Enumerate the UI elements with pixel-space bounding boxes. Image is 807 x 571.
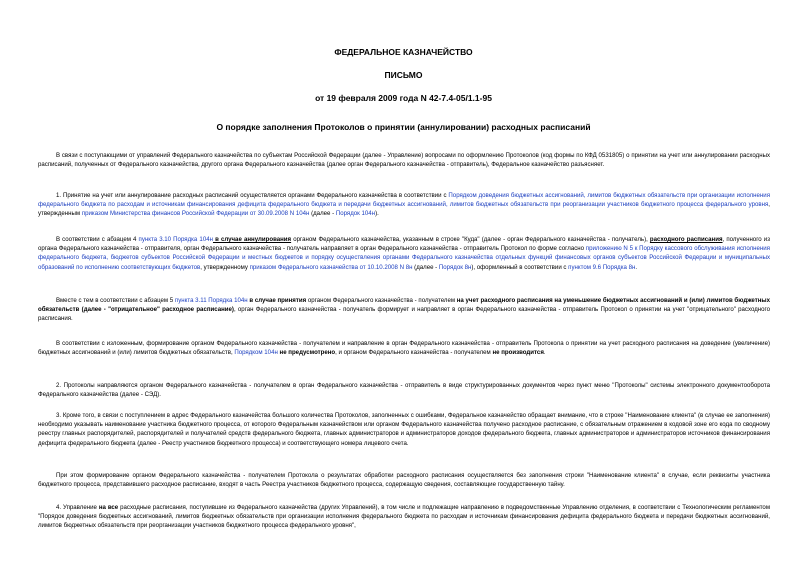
paragraph-1 bbox=[38, 191, 770, 219]
p3-text-e: , орган Федерального казначейства - получатель формирует и направляет в орган Федерального казначейства - отправитель Протокол о принятии на учет "отрицательного" расходного расписания. bbox=[38, 306, 771, 323]
link-poryadok-dovedeniya[interactable]: Порядком доведения бюджетных ассигнований, лимитов бюджетных обязательств при организации исполнения федерального бюджета по расходам и источникам финансирования дефицита федерального бюджета и передачи бюджетных ассигнований, лимитов бюджетных обязательств при реорганизации участников бюджетного процесса федерального уровня bbox=[38, 192, 770, 209]
document-subject: О порядке заполнения Протоколов о принятии (аннулировании) расходных расписаний bbox=[216, 122, 591, 132]
p3-bold-negative-schedule: на учет расходного расписания на уменьшение бюджетных ассигнований и (или) лимитов бюджетных обязательств (далее - "отрицательное" расходное расписание) bbox=[38, 297, 770, 314]
paragraph-2 bbox=[38, 235, 770, 272]
p1-text-d: ). bbox=[375, 210, 379, 218]
paragraph-intro: В связи с поступающими от управлений Федерального казначейства по субъектам Российской Федерации (далее - Управление) вопросами по оформлению Протоколов (код формы по КФД 0531805) о принятии на учет или аннулировании расходных расписаний, полученных от Федерального казначейства, другого органа Федерального казначейства (далее орган Федерального казначейства - отправитель), Федеральное казначейство разъясняет. bbox=[38, 152, 770, 169]
link-punkt-9-6[interactable]: пунктом 9.6 Порядка 8н bbox=[568, 263, 636, 271]
link-poryadok-104n-2[interactable]: Порядком 104н bbox=[234, 349, 278, 357]
link-prikaz-fk-8n[interactable]: приказом Федерального казначейства от 10.10.2008 N 8н bbox=[249, 263, 413, 271]
p4-text-c: , и органом Федерального казначейства - получателем bbox=[335, 349, 493, 357]
p2-text-h: ), оформленный в соответствии с bbox=[471, 263, 569, 271]
p3-text-c: органом Федерального казначейства - получателем bbox=[306, 297, 457, 304]
agency-title: ФЕДЕРАЛЬНОЕ КАЗНАЧЕЙСТВО bbox=[334, 47, 473, 57]
p2-text-e: , полученного из органа Федерального казначейства - отправителя, орган Федерального казначейства - получатель направляет в орган Федерального казначейства - отправитель Протокол по форме согласно bbox=[38, 236, 770, 253]
p1-text-a: 1. Принятие на учет или аннулирование расходных расписаний осуществляется органами Федерального казначейства в соответствии с bbox=[56, 192, 449, 199]
p2-text-g: (далее - bbox=[412, 263, 439, 271]
link-prikaz-minfin-104n[interactable]: приказом Министерства финансов Российской Федерации от 30.09.2008 N 104н bbox=[81, 210, 310, 218]
p8-bold-all: на все bbox=[98, 504, 119, 511]
link-poryadok-104n[interactable]: Порядок 104н bbox=[335, 210, 376, 218]
document-date-number: от 19 февраля 2009 года N 42-7.4-05/1.1-95 bbox=[315, 93, 492, 103]
p2-text-c: органом Федерального казначейства, указанным в строке "Куда" (далее - орган Федерального казначейства - получатель), bbox=[291, 236, 650, 243]
p4-bold-not-performed: не производится bbox=[492, 349, 544, 357]
paragraph-5: 2. Протоколы направляются органом Федерального казначейства - получателем в орган Федерального казначейства - отправитель в виде структурированных документов через пункт меню "Протоколы" системы электронного документооборота Федерального казначейства (далее - СЭД). bbox=[38, 382, 770, 399]
p1-text-b: , утвержденным bbox=[38, 201, 770, 218]
p2-text-i: . bbox=[635, 263, 638, 271]
p1-text-c: (далее - bbox=[309, 210, 336, 218]
paragraph-3 bbox=[38, 296, 770, 324]
p2-text-a: В соответствии с абзацем 4 bbox=[56, 236, 139, 243]
p4-bold-not-provided: не предусмотрено bbox=[277, 349, 336, 357]
p4-text-e: . bbox=[543, 349, 546, 357]
p3-text-a: Вместе с тем в соответствии с абзацем 5 bbox=[56, 297, 175, 304]
document-type: ПИСЬМО bbox=[384, 70, 423, 80]
p2-text-f: , утвержденному bbox=[200, 263, 250, 271]
p8-text-a: 4. Управление bbox=[56, 504, 99, 511]
paragraph-7: При этом формирование органом Федерального казначейства - получателем Протокола о результатах обработки расходного расписания осуществляется без заполнения строки "Наименование клиента" в случае, если реквизиты участника бюджетного процесса, представившего расходное расписание, входят в часть Реестра участников бюджетного процесса, содержащую сведения, составляющие государственную тайну. bbox=[38, 472, 770, 489]
link-punkt-3-10[interactable]: пункта 3.10 Порядка 104н bbox=[138, 236, 213, 243]
p2-bold-expense-schedule: расходного расписания bbox=[649, 236, 723, 243]
p4-text-a: В соответствии с изложенным, формирование органом Федерального казначейства - получателем и направление в орган Федерального казначейства - отправитель Протокола о принятии на учет расходного расписания на доведение (увеличение) бюджетных ассигнований и (или) лимитов бюджетных обязательств, bbox=[38, 340, 770, 357]
paragraph-6: 3. Кроме того, в связи с поступлением в адрес Федерального казначейства большого количества Протоколов, заполненных с ошибками, Федеральное казначейство обращает внимание, что в строке "Наименование клиента" (в случае ее заполнения) необходимо указывать наименование участника бюджетного процесса, от которого Федеральным казначейством или органом Федерального казначейства получено расходное расписание, с обязательным отражением в кодовой зоне его кода по сводному реестру главных распорядителей, распорядителей и получателей средств федерального бюджета, главных администраторов и администраторов доходов федерального бюджета, главных администраторов и администраторов источников финансирования дефицита федерального бюджета (далее - Реестр участников бюджетного процесса) и соответствующего номера лицевого счета. bbox=[38, 412, 770, 447]
paragraph-4 bbox=[38, 339, 770, 357]
link-poryadok-8n[interactable]: Порядок 8н bbox=[438, 263, 472, 271]
p8-text-c: расходные расписания, поступившие из Федерального казначейства (других Управлений), в том числе и подлежащие направлению в подведомственные Управлению отделения, в соответствии с Технологическим регламентом "Порядок доведения бюджетных ассигнований, лимитов бюджетных обязательств при организации исполнения федерального бюджета по расходам и источникам финансирования дефицита федерального бюджета и передачи бюджетных ассигнований, лимитов бюджетных обязательств при реорганизации участников бюджетного процесса федерального уровня", bbox=[38, 504, 771, 530]
link-punkt-3-11[interactable]: пункта 3.11 Порядка 104н bbox=[174, 297, 248, 304]
p3-bold-acceptance: в случае принятия bbox=[247, 297, 307, 304]
paragraph-8 bbox=[38, 503, 770, 531]
link-prilozhenie-5[interactable]: приложению N 5 к Порядку кассового обслуживания исполнения федерального бюджета, бюджетов субъектов Российской Федерации и местных бюджетов и порядку осуществления органами Федерального казначейства отдельных функций финансовых органов субъектов Российской Федерации и муниципальных образований по исполнению соответствующих бюджетов bbox=[38, 245, 770, 271]
p2-bold-annulment: в случае аннулирования bbox=[212, 236, 292, 243]
